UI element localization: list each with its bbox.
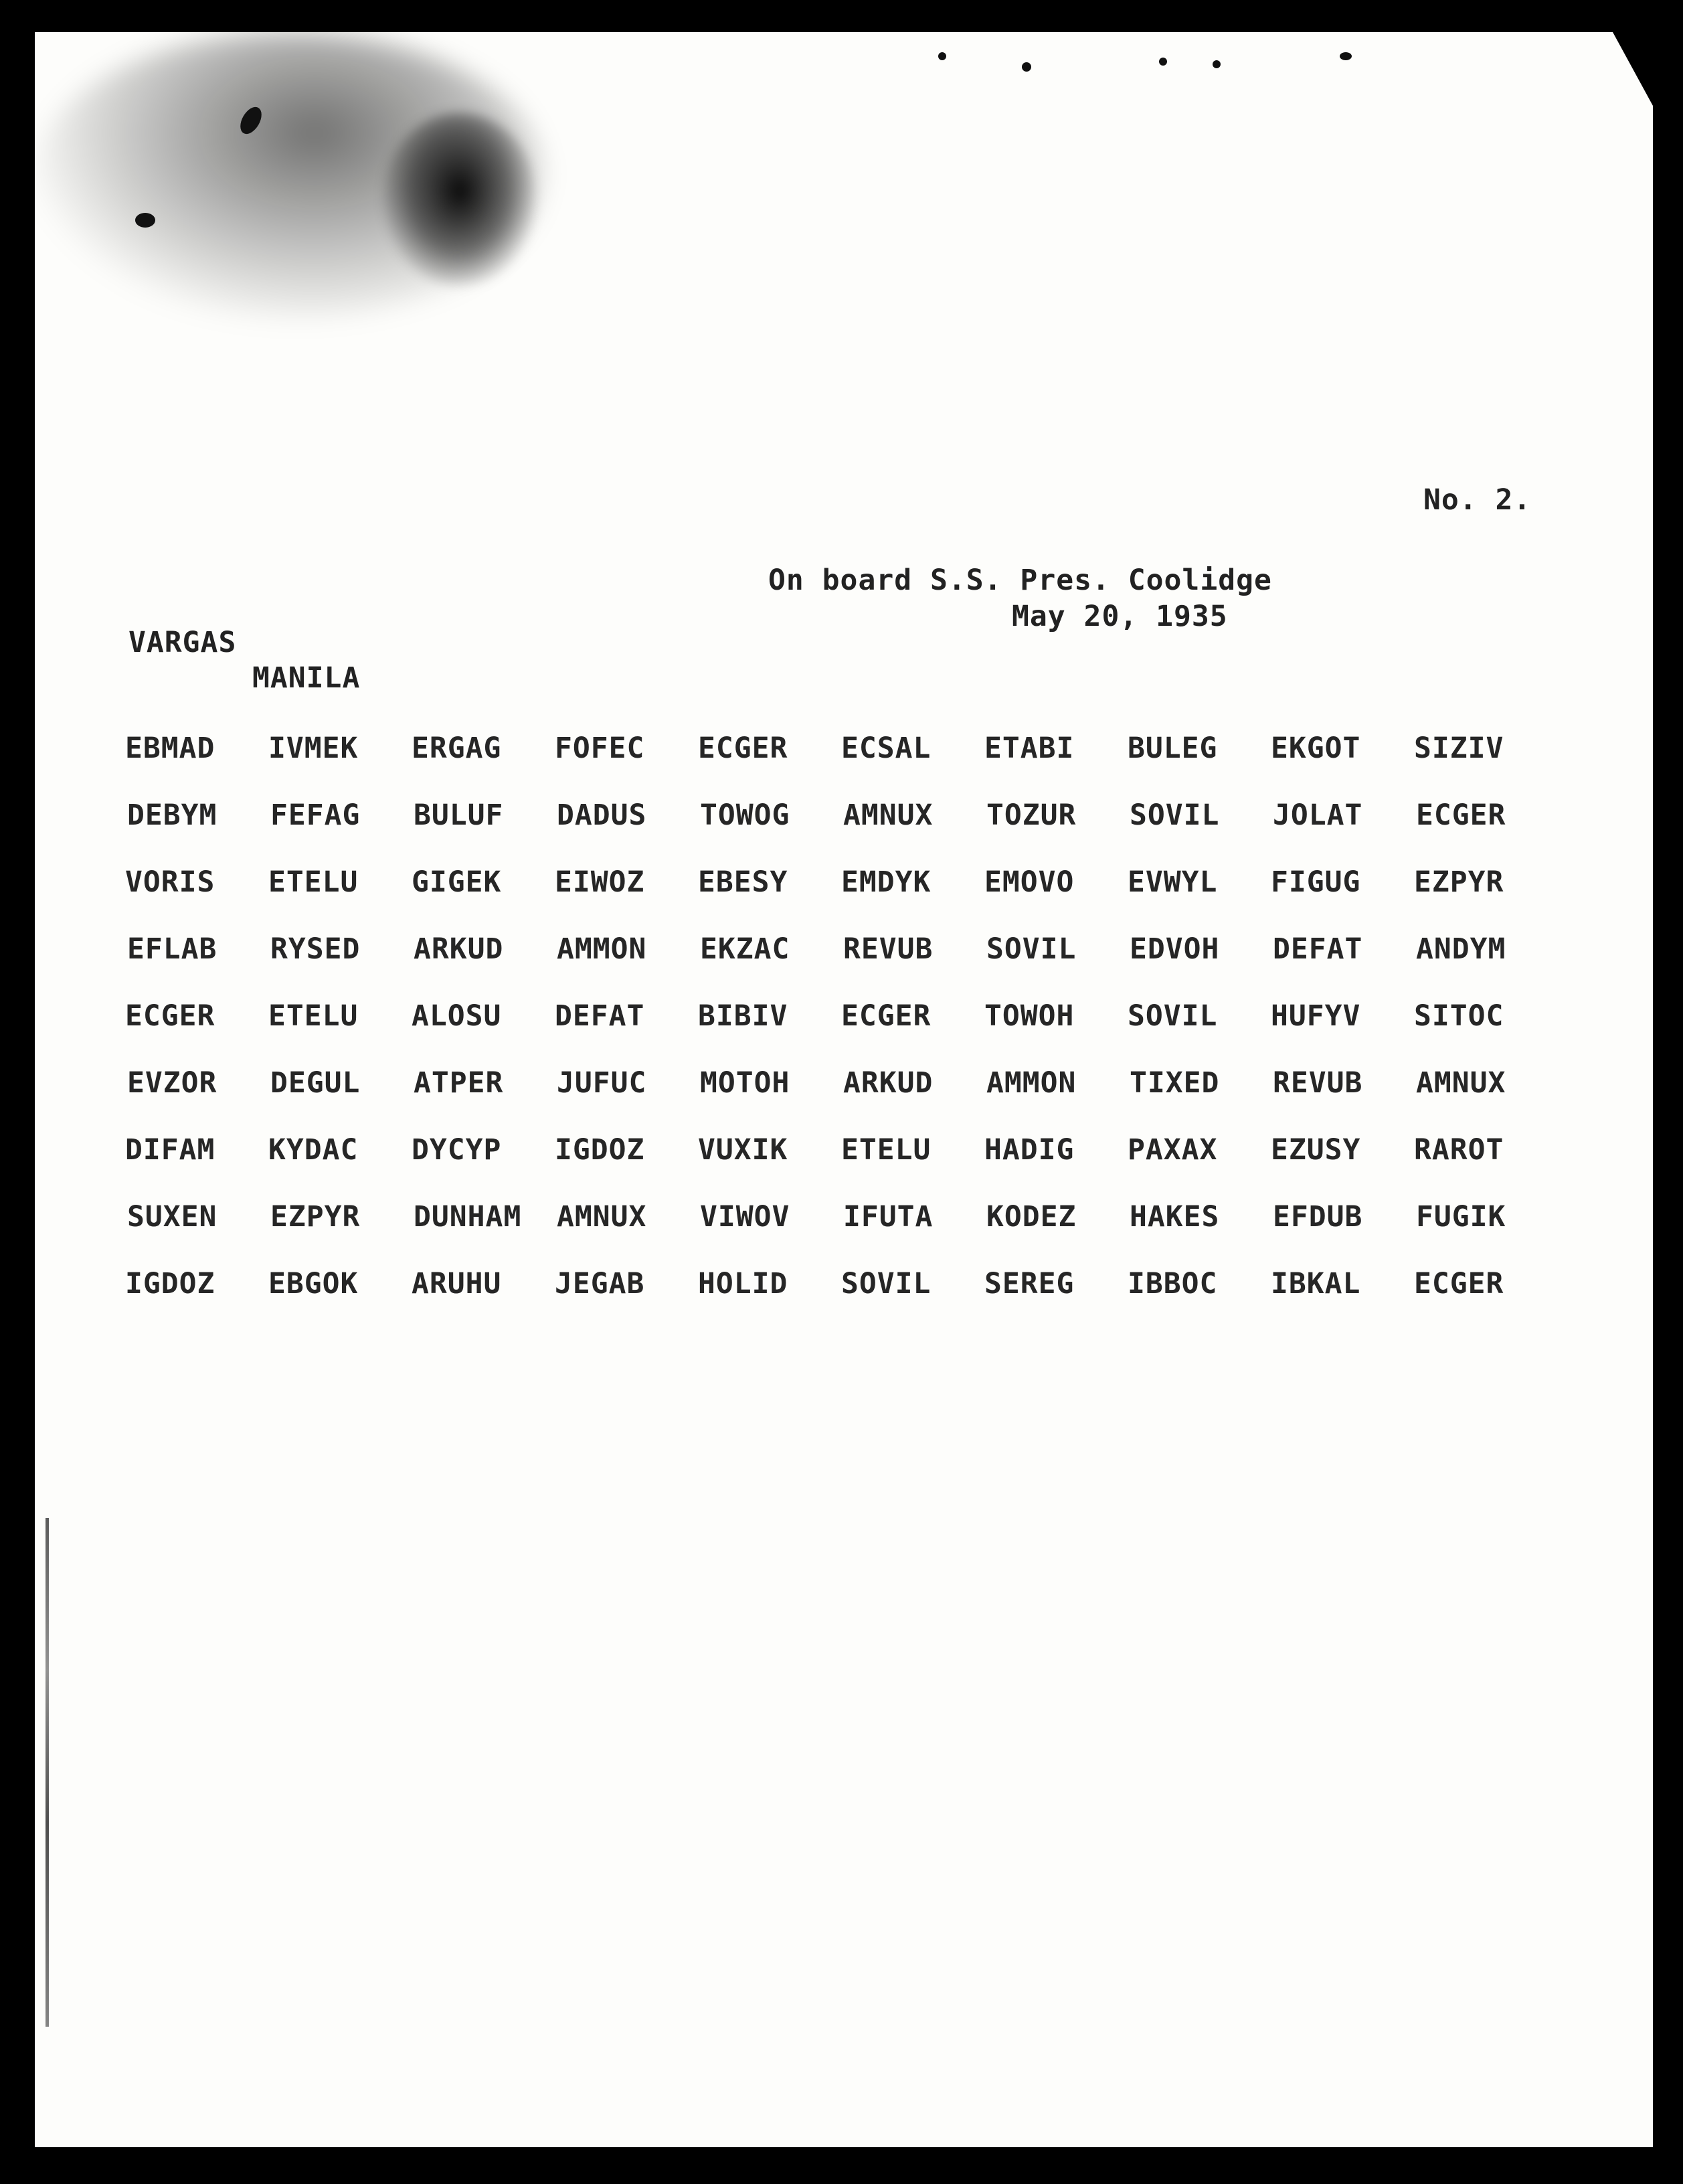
cipher-group: TOWOH	[984, 999, 1075, 1033]
cipher-group: IVMEK	[268, 732, 359, 765]
ink-speck	[1159, 58, 1167, 66]
cipher-group: TOWOG	[700, 799, 790, 832]
cipher-groups	[125, 732, 1611, 1334]
cipher-row	[125, 1267, 1611, 1334]
cipher-group: SOVIL	[1130, 799, 1220, 832]
cipher-group: EKZAC	[700, 932, 790, 966]
cipher-group: VIWOV	[700, 1200, 790, 1234]
cipher-group: ANDYM	[1416, 932, 1506, 966]
cipher-group: ATPER	[414, 1066, 504, 1100]
cipher-group: ETELU	[268, 999, 359, 1033]
cipher-group: RAROT	[1414, 1133, 1504, 1167]
cipher-group: EVZOR	[127, 1066, 217, 1100]
cipher-group: ALOSU	[412, 999, 502, 1033]
cipher-group: ECGER	[1416, 799, 1506, 832]
ink-speck	[1022, 62, 1031, 72]
cipher-group: HOLID	[698, 1267, 788, 1300]
cipher-row	[125, 865, 1611, 932]
cipher-group: SOVIL	[986, 932, 1077, 966]
cipher-group: ETELU	[268, 865, 359, 899]
cipher-group: ECGER	[125, 999, 215, 1033]
cipher-group: DUNHAM	[414, 1200, 522, 1234]
ink-speck	[1340, 52, 1352, 60]
cipher-group: ECGER	[698, 732, 788, 765]
cipher-group: HUFYV	[1271, 999, 1361, 1033]
cipher-group: EFLAB	[127, 932, 217, 966]
cipher-group: AMNUX	[1416, 1066, 1506, 1100]
page-number: No. 2.	[1423, 483, 1532, 517]
cipher-group: IBKAL	[1271, 1267, 1361, 1300]
cipher-group: AMNUX	[557, 1200, 647, 1234]
ink-speck	[1213, 60, 1221, 68]
cipher-group: IGDOZ	[125, 1267, 215, 1300]
cipher-group: GIGEK	[412, 865, 502, 899]
cipher-group: ECSAL	[841, 732, 932, 765]
cipher-group: EZUSY	[1271, 1133, 1361, 1167]
cipher-group: BULUF	[414, 799, 504, 832]
cipher-group: ECGER	[1414, 1267, 1504, 1300]
cipher-group: FIGUG	[1271, 865, 1361, 899]
cipher-group: FOFEC	[555, 732, 645, 765]
cipher-group: EDVOH	[1130, 932, 1220, 966]
cipher-group: JEGAB	[555, 1267, 645, 1300]
cipher-group: ERGAG	[412, 732, 502, 765]
cipher-group: IGDOZ	[555, 1133, 645, 1167]
cipher-group: FEFAG	[270, 799, 361, 832]
cipher-group: JUFUC	[557, 1066, 647, 1100]
header-date: May 20, 1935	[1012, 600, 1228, 633]
cipher-group: SITOC	[1414, 999, 1504, 1033]
cipher-group: DADUS	[557, 799, 647, 832]
cipher-group: BIBIV	[698, 999, 788, 1033]
cipher-group: DEFAT	[555, 999, 645, 1033]
ink-blot	[383, 112, 537, 286]
cipher-row	[125, 999, 1611, 1066]
cipher-group: SUXEN	[127, 1200, 217, 1234]
cipher-group: DEGUL	[270, 1066, 361, 1100]
cipher-group: HAKES	[1130, 1200, 1220, 1234]
cipher-row	[125, 1066, 1611, 1133]
cipher-group: VORIS	[125, 865, 215, 899]
cipher-group: PAXAX	[1128, 1133, 1218, 1167]
cipher-group: ETELU	[841, 1133, 932, 1167]
cipher-row	[125, 1200, 1611, 1267]
cipher-group: EVWYL	[1128, 865, 1218, 899]
cipher-group: DYCYP	[412, 1133, 502, 1167]
cipher-row	[125, 932, 1611, 999]
cipher-group: EFDUB	[1273, 1200, 1363, 1234]
cipher-group: VUXIK	[698, 1133, 788, 1167]
cipher-group: DEFAT	[1273, 932, 1363, 966]
cipher-group: ARUHU	[412, 1267, 502, 1300]
margin-mark	[46, 1518, 49, 2027]
cipher-group: DEBYM	[127, 799, 217, 832]
cipher-group: SIZIV	[1414, 732, 1504, 765]
cipher-group: IFUTA	[843, 1200, 934, 1234]
ink-speck	[938, 52, 946, 60]
cipher-group: DIFAM	[125, 1133, 215, 1167]
cipher-group: ECGER	[841, 999, 932, 1033]
cipher-group: REVUB	[843, 932, 934, 966]
cipher-group: FUGIK	[1416, 1200, 1506, 1234]
cipher-row	[125, 732, 1611, 799]
cipher-group: KYDAC	[268, 1133, 359, 1167]
cipher-group: SEREG	[984, 1267, 1075, 1300]
cipher-group: SOVIL	[841, 1267, 932, 1300]
cipher-group: EBMAD	[125, 732, 215, 765]
cipher-group: AMNUX	[843, 799, 934, 832]
cipher-group: EBGOK	[268, 1267, 359, 1300]
cipher-group: JOLAT	[1273, 799, 1363, 832]
cipher-group: TOZUR	[986, 799, 1077, 832]
cipher-group: EKGOT	[1271, 732, 1361, 765]
cipher-group: RYSED	[270, 932, 361, 966]
cipher-group: ARKUD	[414, 932, 504, 966]
cipher-group: BULEG	[1128, 732, 1218, 765]
cipher-group: IBBOC	[1128, 1267, 1218, 1300]
cipher-group: SOVIL	[1128, 999, 1218, 1033]
cipher-group: AMMON	[557, 932, 647, 966]
cipher-row	[125, 1133, 1611, 1200]
address-city: MANILA	[252, 661, 361, 695]
cipher-group: MOTOH	[700, 1066, 790, 1100]
ink-speck	[135, 213, 155, 228]
document-page	[35, 32, 1653, 2147]
cipher-group: ARKUD	[843, 1066, 934, 1100]
cipher-group: REVUB	[1273, 1066, 1363, 1100]
cipher-group: EBESY	[698, 865, 788, 899]
cipher-group: KODEZ	[986, 1200, 1077, 1234]
cipher-group: HADIG	[984, 1133, 1075, 1167]
cipher-group: EZPYR	[270, 1200, 361, 1234]
cipher-group: EZPYR	[1414, 865, 1504, 899]
addressee: VARGAS	[128, 626, 237, 659]
cipher-group: EIWOZ	[555, 865, 645, 899]
cipher-group: ETABI	[984, 732, 1075, 765]
header-location: On board S.S. Pres. Coolidge	[768, 564, 1272, 597]
cipher-group: TIXED	[1130, 1066, 1220, 1100]
cipher-group: EMDYK	[841, 865, 932, 899]
cipher-row	[125, 799, 1611, 865]
cipher-group: EMOVO	[984, 865, 1075, 899]
cipher-group: AMMON	[986, 1066, 1077, 1100]
